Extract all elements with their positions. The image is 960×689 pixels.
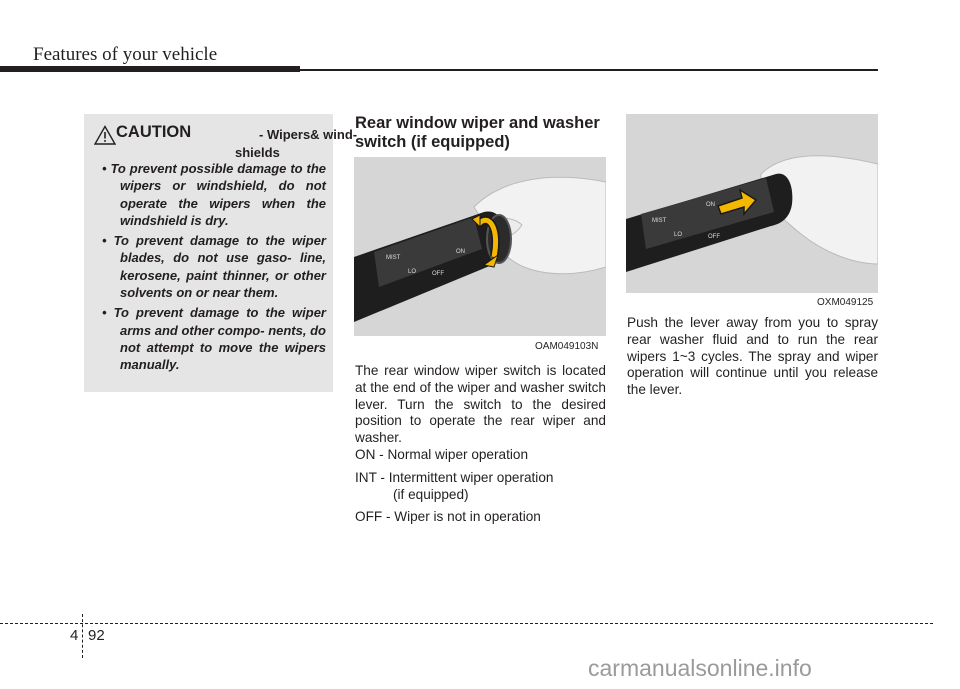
caution-list (102, 160, 326, 377)
wiper-mode-item: ON - Normal wiper operation (355, 447, 529, 462)
svg-text:OFF: OFF (708, 234, 720, 240)
svg-text:LO: LO (408, 269, 417, 275)
svg-text:MIST: MIST (386, 255, 401, 261)
wiper-mode-list (355, 447, 606, 532)
warning-triangle-icon (94, 125, 116, 145)
wiper-lever-push-photo (626, 114, 878, 293)
watermark: carmanualsonline.info (588, 655, 812, 681)
wiper-mode-item: OFF - Wiper is not in operation (355, 509, 541, 525)
body-paragraph: Push the lever away from you to spray rear washer fluid and to run the rear wipers 1~3 cycles. The spray and wiper operation will continue until you release the lever. (627, 315, 878, 398)
chapter-number: 4 (70, 627, 79, 644)
caution-item: • To prevent possible damage to the wipers or windshield, do not operate the wipers when the windshield is dry. (102, 161, 326, 228)
figure-caption: OAM049103N (535, 341, 599, 352)
caution-box (84, 114, 358, 392)
svg-text:OFF: OFF (432, 271, 444, 277)
wiper-mode-item: INT - Intermittent wiper operation (if equipped) (355, 469, 554, 502)
footer-divider (82, 614, 83, 658)
wiper-switch-rotate-photo (354, 157, 606, 336)
caution-label: CAUTION (116, 123, 192, 141)
section-title: Rear window wiper and washer switch (if equipped) (355, 114, 600, 151)
caution-item: • To prevent damage to the wiper arms and other compo- nents, do not attempt to move the wipers manually. (102, 305, 326, 373)
body-paragraph: The rear window wiper switch is located at the end of the wiper and washer switch lever. Turn the switch to the desired position to operate the rear wiper and washer. (355, 363, 606, 446)
svg-text:MIST: MIST (652, 218, 667, 224)
caution-subtitle: - Wipers& wind- (259, 127, 358, 142)
svg-text:ON: ON (456, 249, 465, 255)
page-number: 92 (88, 627, 105, 644)
caution-subtitle-continued: shields (235, 145, 280, 160)
header-rule-thick (0, 66, 300, 72)
svg-text:ON: ON (706, 202, 715, 208)
header-rule-thin (300, 69, 878, 71)
footer-rule (0, 623, 933, 624)
figure-caption: OXM049125 (817, 297, 874, 308)
page-header-title: Features of your vehicle (33, 44, 218, 65)
caution-item: • To prevent damage to the wiper blades, do not use gaso- line, kerosene, paint thinner, or other solvents on or near them. (102, 233, 326, 301)
svg-text:LO: LO (674, 232, 683, 238)
